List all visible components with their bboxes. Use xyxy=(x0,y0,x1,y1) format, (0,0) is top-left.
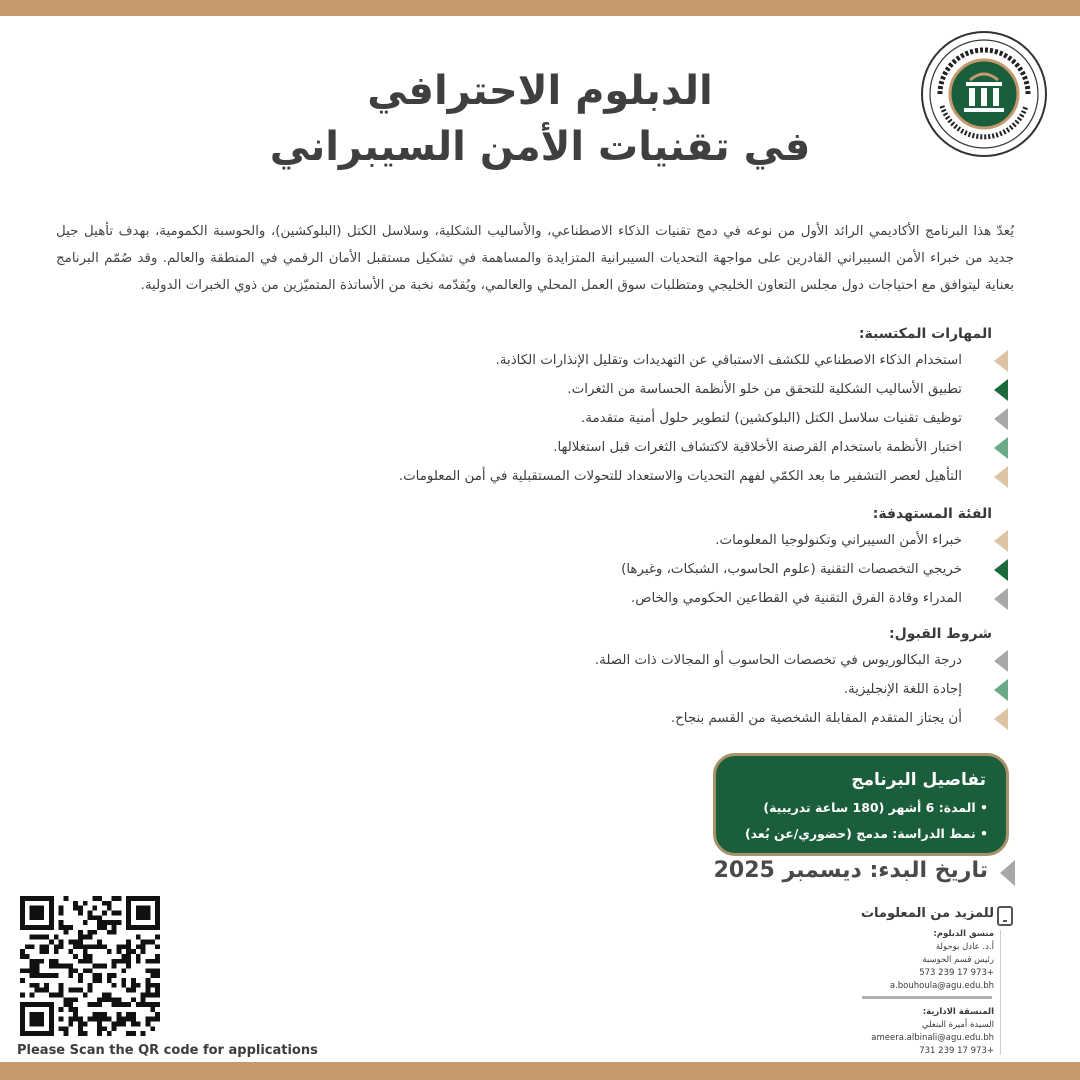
intro-paragraph: يُعدّ هذا البرنامج الأكاديمي الرائد الأول من نوعه في دمج تقنيات الذكاء الاصطناعي، والأساليب الشكلية، وسلاسل الكتل (البلوكشين)، والحوسبة الكمومية، بهدف تأهيل جيل جديد من خبراء الأمن السيبراني القادرين على مواجهة التحديات السيبرانية المتزايدة والمساهمة في تشكيل مستقبل الأمان الرقمي في المنطقة والعالم. وقد صُمّم البرنامج بعناية ليتوافق مع احتياجات دول مجلس التعاون الخليجي ومتطلبات سوق العمل المحلي والعالمي، ويُقدّمه نخبة من الأساتذة المتميّزين من ذوي الخبرات الدولية. xyxy=(56,224,1014,293)
details-mode: • نمط الدراسة: مدمج (حضوري/عن بُعد) xyxy=(744,826,988,841)
audience-heading: الفئة المستهدفة: xyxy=(872,506,992,522)
details-heading: تفاصيل البرنامج xyxy=(851,770,986,790)
divider xyxy=(1000,930,1001,1055)
chevron-icon xyxy=(994,559,1008,581)
coordinator-phone: +973 17 239 573 xyxy=(919,968,994,978)
list-item: إجادة اللغة الإنجليزية. xyxy=(595,679,992,708)
admission-section xyxy=(595,626,992,737)
chevron-icon xyxy=(1000,860,1015,886)
chevron-icon xyxy=(994,437,1008,459)
start-date: تاريخ البدء: ديسمبر 2025 xyxy=(713,858,988,883)
chevron-icon xyxy=(994,708,1008,730)
admission-heading: شروط القبول: xyxy=(889,626,992,642)
chevron-icon xyxy=(994,530,1008,552)
audience-section xyxy=(621,506,992,617)
title-line-1: الدبلوم الاحترافي xyxy=(367,68,713,114)
chevron-icon xyxy=(994,679,1008,701)
list-item: أن يجتاز المتقدم المقابلة الشخصية من القسم بنجاح. xyxy=(595,708,992,737)
university-logo-icon xyxy=(920,30,1048,158)
list-item: اختبار الأنظمة باستخدام القرصنة الأخلاقية لاكتشاف الثغرات قبل استغلالها. xyxy=(399,437,992,466)
admin-phone: +973 17 239 731 xyxy=(919,1046,994,1056)
admin-label: المنسقة الادارية: xyxy=(922,1007,994,1017)
top-band xyxy=(0,0,1080,16)
list-item: التأهيل لعصر التشفير ما بعد الكمّي لفهم التحديات والاستعداد للتحولات المستقبلية في أمن المعلومات. xyxy=(399,466,992,495)
list-item: خريجي التخصصات التقنية (علوم الحاسوب، الشبكات، وغيرها) xyxy=(621,559,992,588)
chevron-icon xyxy=(994,650,1008,672)
list-item: توظيف تقنيات سلاسل الكتل (البلوكشين) لتطوير حلول أمنية متقدمة. xyxy=(399,408,992,437)
admin-email: ameera.albinali@agu.edu.bh xyxy=(871,1033,994,1043)
list-item: درجة البكالوريوس في تخصصات الحاسوب أو المجالات ذات الصلة. xyxy=(595,650,992,679)
list-item: خبراء الأمن السيبراني وتكنولوجيا المعلومات. xyxy=(621,530,992,559)
list-item: تطبيق الأساليب الشكلية للتحقق من خلو الأنظمة الحساسة من الثغرات. xyxy=(399,379,992,408)
chevron-icon xyxy=(994,466,1008,488)
coordinator-name: أ.د. عادل بوحولة xyxy=(935,942,994,952)
skills-section xyxy=(399,326,992,495)
divider xyxy=(862,996,992,999)
program-details-box xyxy=(713,753,1009,856)
list-item: استخدام الذكاء الاصطناعي للكشف الاستباقي عن التهديدات وتقليل الإنذارات الكاذبة. xyxy=(399,350,992,379)
skills-heading: المهارات المكتسبة: xyxy=(858,326,992,342)
contact-heading: للمزيد من المعلومات xyxy=(860,906,994,921)
chevron-icon xyxy=(994,408,1008,430)
chevron-icon xyxy=(994,379,1008,401)
coordinator-email: a.bouhoula@agu.edu.bh xyxy=(889,981,994,991)
phone-icon xyxy=(997,906,1013,926)
coordinator-role: رئيس قسم الحوسبة xyxy=(922,955,994,965)
admin-name: السيدة أميرة البنعلي xyxy=(921,1020,994,1030)
chevron-icon xyxy=(994,350,1008,372)
coordinator-label: منسق الدبلوم: xyxy=(933,929,994,939)
title-line-2: في تقنيات الأمن السيبراني xyxy=(269,124,811,170)
bottom-band xyxy=(0,1062,1080,1080)
details-duration: • المدة: 6 أشهر (180 ساعة تدريبية) xyxy=(763,800,988,815)
qr-code-icon[interactable] xyxy=(20,896,160,1036)
chevron-icon xyxy=(994,588,1008,610)
qr-caption: Please Scan the QR code for applications xyxy=(17,1043,318,1058)
list-item: المدراء وقادة الفرق التقنية في القطاعين الحكومي والخاص. xyxy=(621,588,992,617)
